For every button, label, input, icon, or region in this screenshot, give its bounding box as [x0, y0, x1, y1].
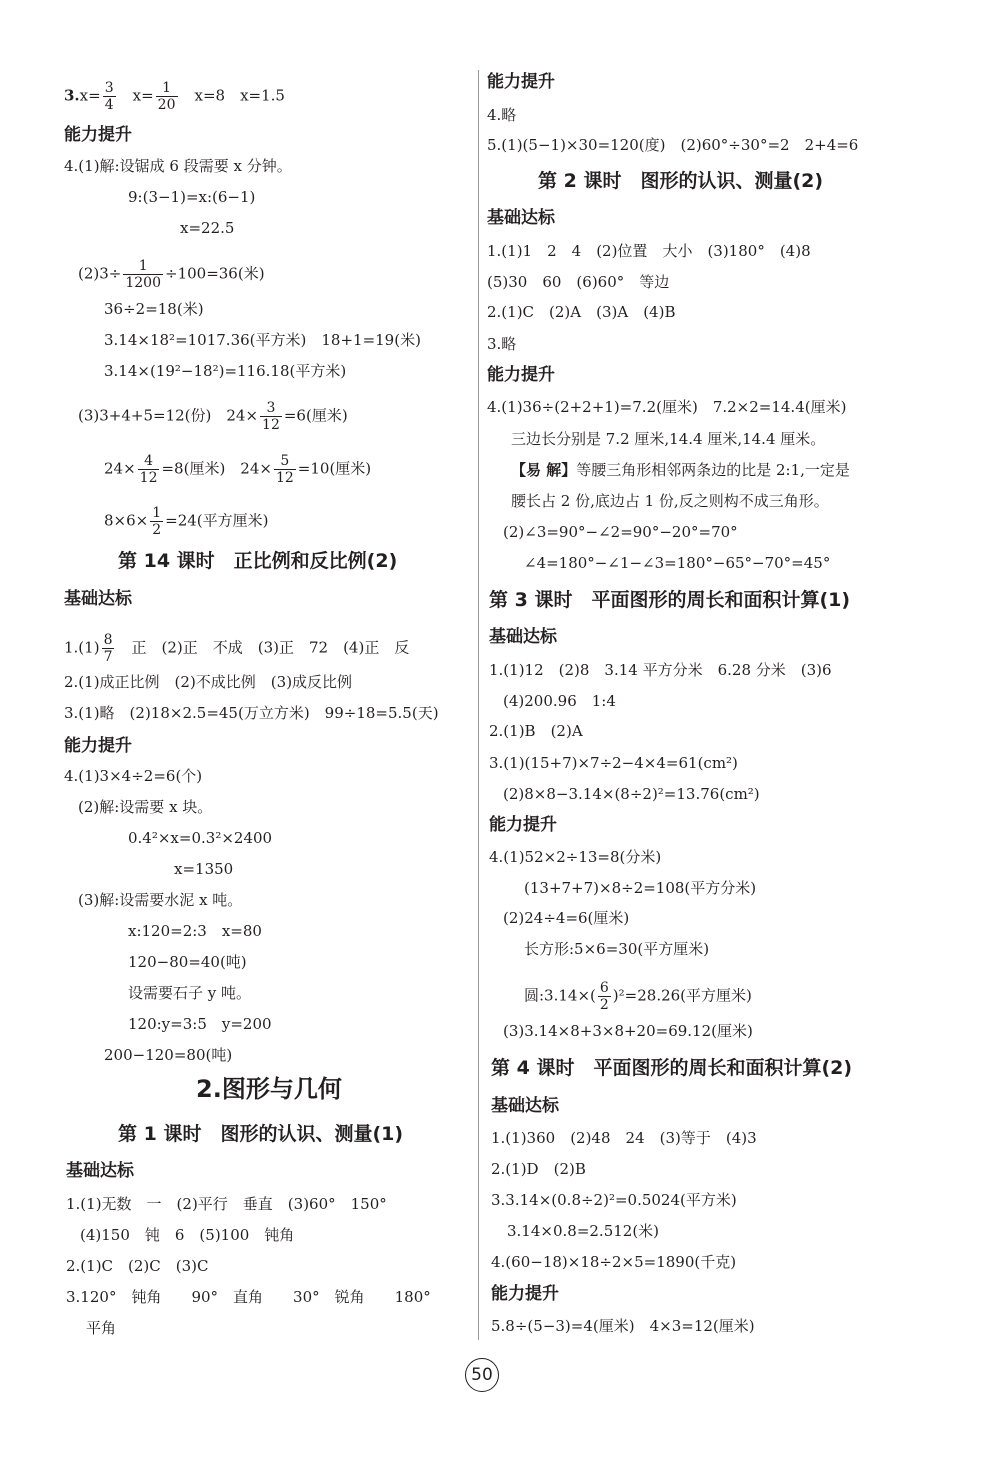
fraction [598, 980, 611, 1013]
answer-line: 3.(1)略 (2)18×2.5=45(万立方米) 99÷18=5.5(天) [64, 704, 439, 722]
denominator: 12 [262, 417, 280, 433]
answer-line: 4.(60−18)×18÷2×5=1890(千克) [491, 1253, 737, 1271]
section-heading: 基础达标 [66, 1161, 134, 1181]
answer-line: (4)150 钝 6 (5)100 钝角 [80, 1226, 295, 1244]
section-heading: 能力提升 [491, 1284, 559, 1304]
fraction [123, 258, 163, 291]
answer-line: 1.(1)12 (2)8 3.14 平方分米 6.28 分米 (3)6 [489, 661, 832, 679]
answer-line [524, 980, 752, 1013]
lesson-title: 第 3 课时 平面图形的周长和面积计算(1) [489, 589, 851, 611]
answer-line: 1.(1)1 2 4 (2)位置 大小 (3)180° (4)8 [487, 242, 811, 260]
answer-line: 1.(1)无数 一 (2)平行 垂直 (3)60° 150° [66, 1195, 387, 1213]
answer-line: 2.(1)C (2)C (3)C [66, 1257, 209, 1275]
answer-line: 5.(1)(5−1)×30=120(度) (2)60°÷30°=2 2+4=6 [487, 136, 859, 154]
answer-line: 3.略 [487, 335, 517, 353]
answer-line [64, 632, 409, 665]
answer-line: (2)8×8−3.14×(8÷2)²=13.76(cm²) [503, 785, 760, 803]
section-heading: 基础达标 [64, 589, 132, 609]
text: )²=28.26(平方厘米) [612, 986, 752, 1005]
text: x=8 x=1.5 [194, 86, 285, 105]
text: 8×6× [104, 511, 149, 530]
answer-line: (4)200.96 1:4 [503, 692, 616, 710]
lesson-title: 第 1 课时 图形的认识、测量(1) [118, 1123, 404, 1145]
unit-title: 2.图形与几何 [196, 1075, 342, 1103]
answer-line: 120−80=40(吨) [128, 953, 247, 971]
answer-line: 长方形:5×6=30(平方厘米) [524, 940, 710, 958]
answer-line: 3.14×(19²−18²)=116.18(平方米) [104, 362, 347, 380]
fraction [138, 453, 160, 486]
text: ÷100=36(米) [165, 264, 265, 283]
section-heading: 能力提升 [64, 125, 132, 145]
denominator: 2 [152, 522, 162, 538]
lesson-title: 第 2 课时 图形的认识、测量(2) [538, 170, 824, 192]
answer-line: 3.14×0.8=2.512(米) [507, 1222, 660, 1240]
answer-line: 9:(3−1)=x:(6−1) [128, 188, 256, 206]
numerator: 8 [103, 632, 113, 648]
denominator: 1200 [125, 275, 161, 291]
fraction [260, 400, 282, 433]
numerator: 1 [156, 80, 178, 97]
text: 圆:3.14×( [524, 986, 596, 1005]
fraction [103, 80, 116, 113]
denominator: 12 [139, 470, 158, 486]
fraction [274, 453, 296, 486]
text: (3)3+4+5=12(份) 24× [78, 406, 259, 425]
text: 1.(1) [64, 638, 100, 657]
section-heading: 基础达标 [487, 208, 555, 228]
answer-line: 2.(1)D (2)B [491, 1160, 586, 1178]
section-heading: 能力提升 [64, 736, 132, 756]
text: 等腰三角形相邻两条边的比是 2:1,一定是 [576, 461, 850, 479]
page-number: 50 [465, 1358, 499, 1392]
answer-line: 36÷2=18(米) [104, 300, 204, 318]
text: =6(厘米) [283, 406, 348, 425]
answer-line: ∠4=180°−∠1−∠3=180°−65°−70°=45° [524, 554, 831, 572]
answer-line: 120:y=3:5 y=200 [128, 1015, 272, 1033]
answer-line: 0.4²×x=0.3²×2400 [128, 829, 273, 847]
answer-line: (2)24÷4=6(厘米) [503, 909, 630, 927]
tip-label: 【易 解】 [511, 461, 577, 479]
numerator: 4 [138, 453, 160, 470]
text: (2)3÷ [78, 264, 122, 283]
lesson-title: 第 4 课时 平面图形的周长和面积计算(2) [491, 1057, 853, 1079]
answer-line: x=1350 [174, 860, 234, 878]
section-heading: 能力提升 [489, 815, 557, 835]
section-heading: 能力提升 [487, 365, 555, 385]
answer-line: (2)解:设需要 x 块。 [78, 798, 213, 816]
answer-line: 4.(1)解:设锯成 6 段需要 x 分钟。 [64, 157, 292, 175]
answer-line: (5)30 60 (6)60° 等边 [487, 273, 670, 291]
answer-line: 4.(1)36÷(2+2+1)=7.2(厘米) 7.2×2=14.4(厘米) [487, 398, 847, 416]
answer-line: 4.略 [487, 106, 517, 124]
denominator: 2 [599, 997, 609, 1013]
text: =24(平方厘米) [165, 511, 269, 530]
answer-line [78, 258, 265, 291]
numerator: 5 [274, 453, 296, 470]
answer-line: (3)解:设需要水泥 x 吨。 [78, 891, 243, 909]
denominator: 20 [157, 97, 176, 113]
lesson-title: 第 14 课时 正比例和反比例(2) [118, 550, 398, 572]
answer-line: 200−120=80(吨) [104, 1046, 233, 1064]
answer-line: 3.(1)(15+7)×7÷2−4×4=61(cm²) [489, 754, 738, 772]
answer-line: 3.120° 钝角 90° 直角 30° 锐角 180° [66, 1288, 431, 1306]
item-number: 3. [64, 86, 80, 105]
section-heading: 能力提升 [487, 72, 555, 92]
answer-line: 1.(1)360 (2)48 24 (3)等于 (4)3 [491, 1129, 757, 1147]
numerator: 1 [123, 258, 163, 275]
answer-line: 2.(1)C (2)A (3)A (4)B [487, 303, 676, 321]
numerator: 3 [260, 400, 282, 417]
answer-line: 三边长分别是 7.2 厘米,14.4 厘米,14.4 厘米。 [511, 430, 826, 448]
answer-line: (13+7+7)×8÷2=108(平方分米) [524, 879, 757, 897]
text: =10(厘米) [297, 459, 372, 478]
text: 正 (2)正 不成 (3)正 72 (4)正 反 [116, 638, 410, 657]
text: x= [132, 86, 154, 105]
answer-line: x=22.5 [180, 219, 235, 237]
text: =8(厘米) 24× [161, 459, 272, 478]
numerator: 1 [152, 505, 162, 521]
column-divider [478, 70, 479, 1340]
answer-line [78, 400, 348, 433]
answer-line: 2.(1)成正比例 (2)不成比例 (3)成反比例 [64, 673, 353, 691]
answer-line: x:120=2:3 x=80 [128, 922, 262, 940]
answer-line: 5.8÷(5−3)=4(厘米) 4×3=12(厘米) [491, 1317, 755, 1335]
answer-line [104, 453, 371, 486]
fraction [156, 80, 178, 113]
denominator: 7 [103, 649, 113, 665]
answer-line [64, 80, 285, 113]
answer-line: 4.(1)3×4÷2=6(个) [64, 767, 203, 785]
denominator: 4 [104, 97, 114, 113]
fraction [102, 632, 115, 665]
answer-line: 3.3.14×(0.8÷2)²=0.5024(平方米) [491, 1191, 737, 1209]
answer-line: 腰长占 2 份,底边占 1 份,反之则构不成三角形。 [511, 492, 829, 510]
denominator: 12 [275, 470, 294, 486]
answer-line: (2)∠3=90°−∠2=90°−20°=70° [503, 523, 738, 541]
section-heading: 基础达标 [491, 1096, 559, 1116]
answer-line [511, 460, 850, 480]
numerator: 6 [599, 980, 609, 996]
section-heading: 基础达标 [489, 627, 557, 647]
answer-line: 3.14×18²=1017.36(平方米) 18+1=19(米) [104, 331, 421, 349]
answer-line: 设需要石子 y 吨。 [128, 984, 252, 1002]
fraction [150, 505, 163, 538]
answer-line: 2.(1)B (2)A [489, 722, 583, 740]
answer-line [104, 505, 269, 538]
answer-line: 平角 [86, 1319, 117, 1337]
text: 24× [104, 459, 136, 478]
answer-line: 4.(1)52×2÷13=8(分米) [489, 848, 662, 866]
numerator: 3 [104, 80, 114, 96]
answer-line: (3)3.14×8+3×8+20=69.12(厘米) [503, 1022, 753, 1040]
text: x= [79, 86, 101, 105]
